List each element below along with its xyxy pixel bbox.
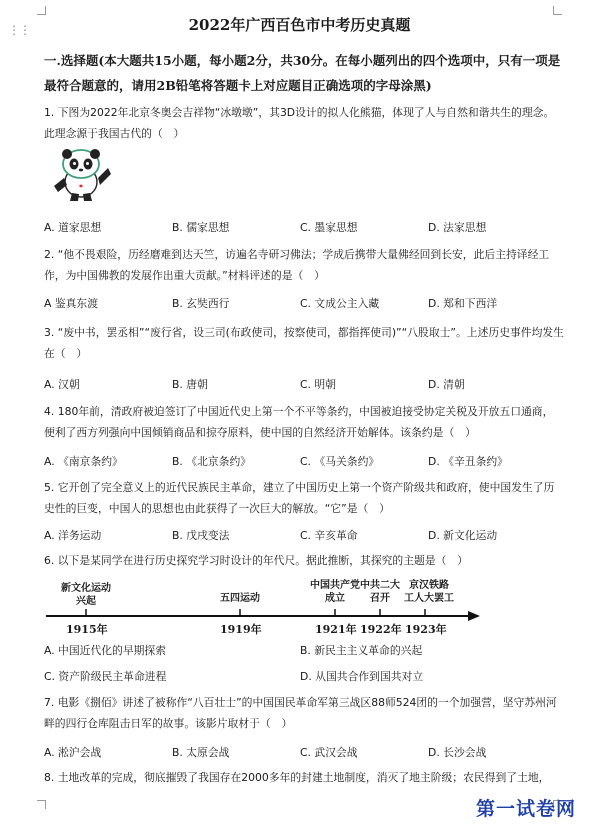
option-b[interactable]: B. 玄奘西行 (172, 297, 230, 310)
question-5: 5. 它开创了完全意义上的近代民族民主革命，建立了中国历史上第一个资产阶级共和政府，使中国发生了历史性的巨变，中国人的思想也由此获得了一次巨大的解放。“它”是（ ） (44, 481, 555, 515)
question-1: 1. 下图为2022年北京冬奥会吉祥物“冰墩墩”，其3D设计的拟人化熊猫，体现了人与自然和谐共生的理念。此理念源于我国古代的（ ） (44, 106, 555, 140)
timeline-year: 1921年 (315, 623, 357, 636)
event-label: 中国共产党 (310, 580, 360, 591)
event-label: 京汉铁路 (409, 580, 449, 591)
panda-mascot-icon (50, 148, 112, 202)
page-title: 2022年广西百色市中考历史真题 (188, 16, 411, 34)
timeline-year: 1915年 (66, 623, 108, 636)
option-d[interactable]: D. 法家思想 (428, 221, 487, 234)
option-a[interactable]: A. 中国近代化的早期探索 (44, 644, 167, 657)
option-a[interactable]: A. 道家思想 (44, 221, 102, 234)
option-a[interactable]: A. 汉朝 (44, 378, 80, 391)
option-c[interactable]: C. 明朝 (300, 378, 336, 391)
timeline-event-1915 (48, 582, 124, 608)
question-1-options (44, 220, 564, 236)
event-label-line2: 工人大罢工 (404, 593, 454, 604)
question-7-options (44, 745, 564, 761)
option-c[interactable]: C. 墨家思想 (300, 221, 358, 234)
margin-corner-mark (37, 800, 46, 809)
option-c[interactable]: C. 资产阶级民主革命进程 (44, 670, 167, 683)
option-d[interactable]: D. 《辛丑条约》 (428, 455, 508, 468)
question-5-options (44, 528, 564, 544)
timeline-year: 1922年 (360, 623, 402, 636)
option-c[interactable]: C. 武汉会战 (300, 746, 358, 759)
drag-handle-icon[interactable]: ⋮⋮ (8, 23, 30, 37)
option-d[interactable]: D. 长沙会战 (428, 746, 487, 759)
event-label-line2: 兴起 (76, 596, 96, 607)
option-d[interactable]: D. 新文化运动 (428, 529, 498, 542)
option-a[interactable]: A. 洋务运动 (44, 529, 102, 542)
timeline-event-1919 (204, 592, 276, 605)
option-b[interactable]: B. 儒家思想 (172, 221, 230, 234)
question-6-options-row2 (44, 669, 564, 685)
timeline-event-1923 (395, 579, 463, 605)
question-2: 2. “他不畏艰险，历经磨难到达天竺，访遍名寺研习佛法；学成后携带大量佛经回到长安，此后主持译经工作，为中国佛教的发展作出重大贡献。”材料评述的是（ ） (44, 248, 550, 282)
timeline-year: 1923年 (405, 623, 447, 636)
timeline-chart (44, 576, 484, 636)
option-d[interactable]: D. 从国共合作到国共对立 (300, 670, 424, 683)
option-a[interactable]: A. 淞沪会战 (44, 746, 102, 759)
option-b[interactable]: B. 太原会战 (172, 746, 230, 759)
event-label: 新文化运动 (61, 583, 111, 594)
question-4-options (44, 454, 564, 470)
option-b[interactable]: B. 唐朝 (172, 378, 208, 391)
timeline-year: 1919年 (220, 623, 262, 636)
event-label-line2: 成立 (325, 593, 345, 604)
option-d[interactable]: D. 清朝 (428, 378, 465, 391)
watermark-logo: 第一试卷网 (476, 798, 577, 820)
option-a[interactable]: A. 《南京条约》 (44, 455, 123, 468)
event-label-line2: 召开 (370, 593, 390, 604)
option-c[interactable]: C. 文成公主入藏 (300, 297, 380, 310)
question-4: 4. 180年前，清政府被迫签订了中国近代史上第一个不平等条约，中国被迫接受协定关税及开放五口通商，便利了西方列强向中国倾销商品和掠夺原料，使中国的自然经济开始解体。该条约是（ ） (44, 405, 554, 439)
question-6: 6. 以下是某同学在进行历史探究学习时设计的年代尺。据此推断，其探究的主题是（ ） (44, 554, 469, 567)
question-6-options-row1 (44, 643, 564, 659)
event-label: 五四运动 (220, 593, 260, 604)
option-b[interactable]: B. 《北京条约》 (172, 455, 252, 468)
section-instructions: 一.选择题(本大题共15小题，每小题2分，共30分。在每小题列出的四个选项中，只有一项是最符合题意的，请用2B铅笔将答题卡上对应题目正确选项的字母涂黑) (44, 53, 561, 93)
option-a[interactable]: A 鉴真东渡 (44, 297, 99, 310)
option-c[interactable]: C. 《马关条约》 (300, 455, 380, 468)
option-d[interactable]: D. 郑和下西洋 (428, 297, 498, 310)
option-c[interactable]: C. 辛亥革命 (300, 529, 358, 542)
question-3: 3. “废中书，罢丞相”“废行省，设三司(布政使司，按察使司，都指挥使司)”“八股取士”。上述历史事件均发生在（ ） (44, 326, 564, 360)
option-b[interactable]: B. 新民主主义革命的兴起 (300, 644, 423, 657)
question-3-options (44, 377, 564, 393)
question-2-options (44, 296, 564, 312)
event-label: 中共二大 (360, 580, 400, 591)
option-b[interactable]: B. 戊戌变法 (172, 529, 230, 542)
question-8: 8. 土地改革的完成，彻底摧毁了我国存在2000多年的封建土地制度，消灭了地主阶级；农民得到了土地， (44, 771, 550, 784)
question-7: 7. 电影《捌佰》讲述了被称作“八百壮士”的中国国民革命军第三战区88师524团的一个加强营，坚守苏州河畔的四行仓库阻击日军的故事。该影片取材于（ ） (44, 696, 557, 730)
